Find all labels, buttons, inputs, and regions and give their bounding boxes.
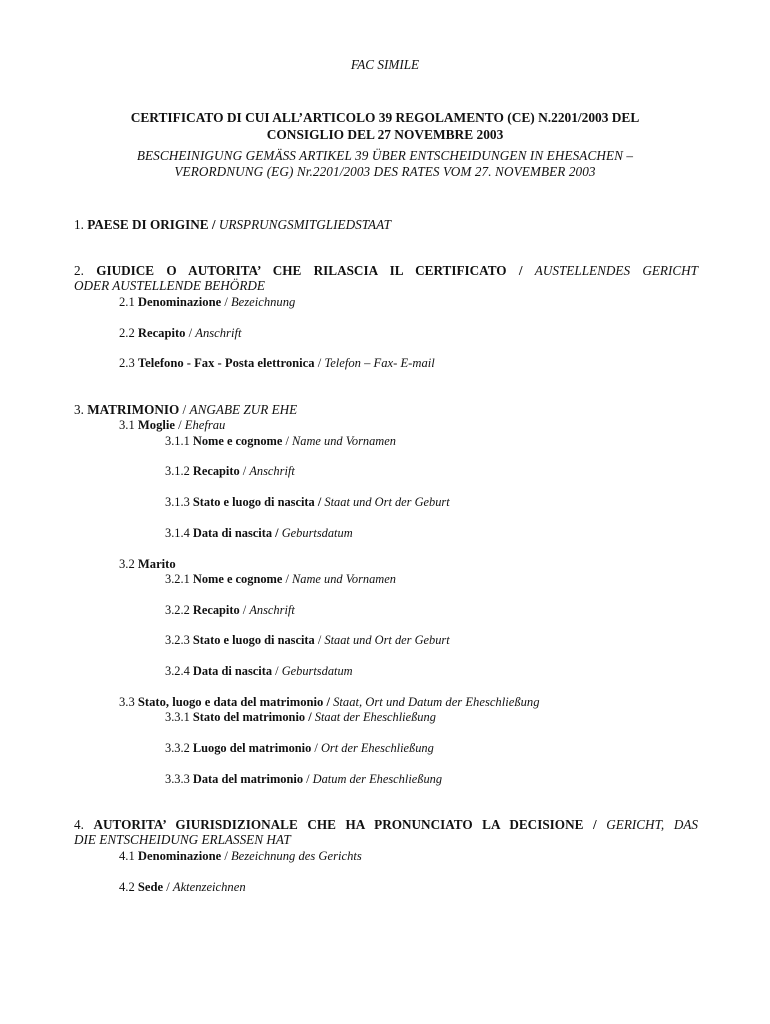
field-text: Recapito xyxy=(137,326,186,340)
section-3-heading: 3. MATRIMONIO / ANGABE ZUR EHE xyxy=(74,402,298,417)
section-2-heading xyxy=(74,263,698,279)
field-text: Staat und Ort der Geburt xyxy=(324,633,450,647)
field-3-3-1: 3.3.1 Stato del matrimonio / Staat der Eheschließung xyxy=(165,710,436,724)
field-text: 3.2.1 xyxy=(165,572,190,586)
field-text: Name und Vornamen xyxy=(292,572,396,586)
title-german-line2: VERORDNUNG (EG) Nr.2201/2003 DES RATES VOM 27. NOVEMBER 2003 xyxy=(174,164,596,179)
field-text: Denominazione xyxy=(137,849,222,863)
section-1-heading xyxy=(74,217,391,233)
field-text: Data di nascita xyxy=(192,664,273,678)
field-text: 3.1.2 xyxy=(165,464,190,478)
field-text: Staat der Eheschließung xyxy=(314,710,436,724)
field-text: 3.2.3 xyxy=(165,633,190,647)
field-text: Sede xyxy=(137,880,164,894)
field-text: Anschrift xyxy=(249,464,295,478)
field-text: Stato e luogo di nascita xyxy=(192,495,315,509)
field-text: 3.1.1 xyxy=(165,434,190,448)
title-german-line1: BESCHEINIGUNG GEMÄSS ARTIKEL 39 ÜBER ENTSCHEIDUNGEN IN EHESACHEN – xyxy=(136,148,634,163)
field-text: 3.1 xyxy=(119,418,135,432)
section-label-it: GIUDICE O AUTORITA’ CHE RILASCIA IL CERTIFICATO / xyxy=(96,263,523,278)
field-text: 2.3 xyxy=(119,356,135,370)
field-text: Telefon – Fax- E-mail xyxy=(324,356,435,370)
section-number: 2. xyxy=(74,263,84,278)
field-text: Bezeichnung des Gerichts xyxy=(230,849,362,863)
field-3-1-1: 3.1.1 Nome e cognome / Name und Vornamen xyxy=(165,434,396,448)
field-text: 4. xyxy=(74,817,84,832)
field-2-1: 2.1 Denominazione / Bezeichnung xyxy=(119,295,296,309)
section-label-de: AUSTELLENDES GERICHT xyxy=(534,263,699,278)
field-text: Geburtsdatum xyxy=(281,664,353,678)
field-text: Data di nascita xyxy=(192,526,273,540)
field-text: 3.1.4 xyxy=(165,526,190,540)
title-italian-line2: CONSIGLIO DEL 27 NOVEMBRE 2003 xyxy=(266,127,504,142)
field-text: Aktenzeichnen xyxy=(172,880,246,894)
section-4-heading xyxy=(74,817,698,833)
field-3-3-2: 3.3.2 Luogo del matrimonio / Ort der Eheschließung xyxy=(165,741,434,755)
field-2-2: 2.2 Recapito / Anschrift xyxy=(119,326,242,340)
field-text: Stato del matrimonio xyxy=(192,710,306,724)
field-text: 3.1.3 xyxy=(165,495,190,509)
field-text: Bezeichnung xyxy=(230,295,296,309)
field-text: 3.3.3 xyxy=(165,772,190,786)
field-text: Recapito xyxy=(192,464,240,478)
field-text: Stato e luogo di nascita xyxy=(192,633,315,647)
field-text: Marito xyxy=(137,557,176,571)
field-3-2-1: 3.2.1 Nome e cognome / Name und Vornamen xyxy=(165,572,396,586)
field-4-2: 4.2 Sede / Aktenzeichnen xyxy=(119,880,246,894)
fac-simile-label: FAC SIMILE xyxy=(350,57,420,72)
field-3-1-3: 3.1.3 Stato e luogo di nascita / Staat und Ort der Geburt xyxy=(165,495,450,509)
field-text: 3.2 xyxy=(119,557,135,571)
field-text: MATRIMONIO xyxy=(87,402,180,417)
section-number: 1. xyxy=(74,217,84,232)
subsection-3-3: 3.3 Stato, luogo e data del matrimonio / Staat, Ort und Datum der Eheschließung xyxy=(119,695,540,709)
field-text: Anschrift xyxy=(195,326,242,340)
field-3-3-3: 3.3.3 Data del matrimonio / Datum der Eheschließung xyxy=(165,772,443,786)
field-text: Staat und Ort der Geburt xyxy=(324,495,450,509)
field-text: Nome e cognome xyxy=(192,572,283,586)
field-text: 3.2.4 xyxy=(165,664,190,678)
field-text: Ort der Eheschließung xyxy=(320,741,434,755)
field-text: GERICHT, DAS xyxy=(606,817,698,832)
field-3-1-2: 3.1.2 Recapito / Anschrift xyxy=(165,464,295,478)
section-label-it: PAESE DI ORIGINE / xyxy=(87,217,216,232)
field-text: 3.3 xyxy=(119,695,135,709)
field-text: 3.3.2 xyxy=(165,741,190,755)
field-text: Denominazione xyxy=(137,295,222,309)
field-4-1: 4.1 Denominazione / Bezeichnung des Gerichts xyxy=(119,849,362,863)
field-text: 4.2 xyxy=(119,880,135,894)
field-text: 3. xyxy=(74,402,84,417)
field-text: ANGABE ZUR EHE xyxy=(189,402,298,417)
field-text: Name und Vornamen xyxy=(292,434,396,448)
field-text: Luogo del matrimonio xyxy=(192,741,312,755)
section-label-de: URSPRUNGSMITGLIEDSTAAT xyxy=(218,217,392,232)
field-text: Data del matrimonio xyxy=(192,772,304,786)
field-text: AUTORITA’ GIURISDIZIONALE CHE HA PRONUNCIATO LA DECISIONE / xyxy=(93,817,597,832)
field-2-3: 2.3 Telefono - Fax - Posta elettronica / Telefon – Fax- E-mail xyxy=(119,356,435,370)
field-3-2-3: 3.2.3 Stato e luogo di nascita / Staat und Ort der Geburt xyxy=(165,633,450,647)
field-text: Datum der Eheschließung xyxy=(312,772,443,786)
field-text: 2.2 xyxy=(119,326,135,340)
field-3-2-4: 3.2.4 Data di nascita / Geburtsdatum xyxy=(165,664,353,678)
field-3-1-4: 3.1.4 Data di nascita / Geburtsdatum xyxy=(165,526,353,540)
subsection-3-2 xyxy=(119,556,176,572)
subsection-3-1: 3.1 Moglie / Ehefrau xyxy=(119,418,226,432)
section-4-heading-cont: DIE ENTSCHEIDUNG ERLASSEN HAT xyxy=(74,832,291,847)
field-text: Geburtsdatum xyxy=(281,526,353,540)
field-text: 4.1 xyxy=(119,849,135,863)
field-text: Telefono - Fax - Posta elettronica xyxy=(137,356,315,370)
field-text: 2.1 xyxy=(119,295,135,309)
field-text: Recapito xyxy=(192,603,240,617)
field-text: Ehefrau xyxy=(184,418,226,432)
field-3-2-2: 3.2.2 Recapito / Anschrift xyxy=(165,603,295,617)
field-text: Staat, Ort und Datum der Eheschließung xyxy=(333,695,540,709)
field-text: 3.3.1 xyxy=(165,710,190,724)
field-text: Nome e cognome xyxy=(192,434,283,448)
title-italian-line1: CERTIFICATO DI CUI ALL’ARTICOLO 39 REGOLAMENTO (CE) N.2201/2003 DEL xyxy=(130,110,640,125)
field-text: 3.2.2 xyxy=(165,603,190,617)
field-text: Stato, luogo e data del matrimonio xyxy=(137,695,324,709)
field-text: Moglie xyxy=(137,418,175,432)
field-text: Anschrift xyxy=(249,603,295,617)
section-2-heading-cont: ODER AUSTELLENDE BEHÖRDE xyxy=(74,278,265,293)
